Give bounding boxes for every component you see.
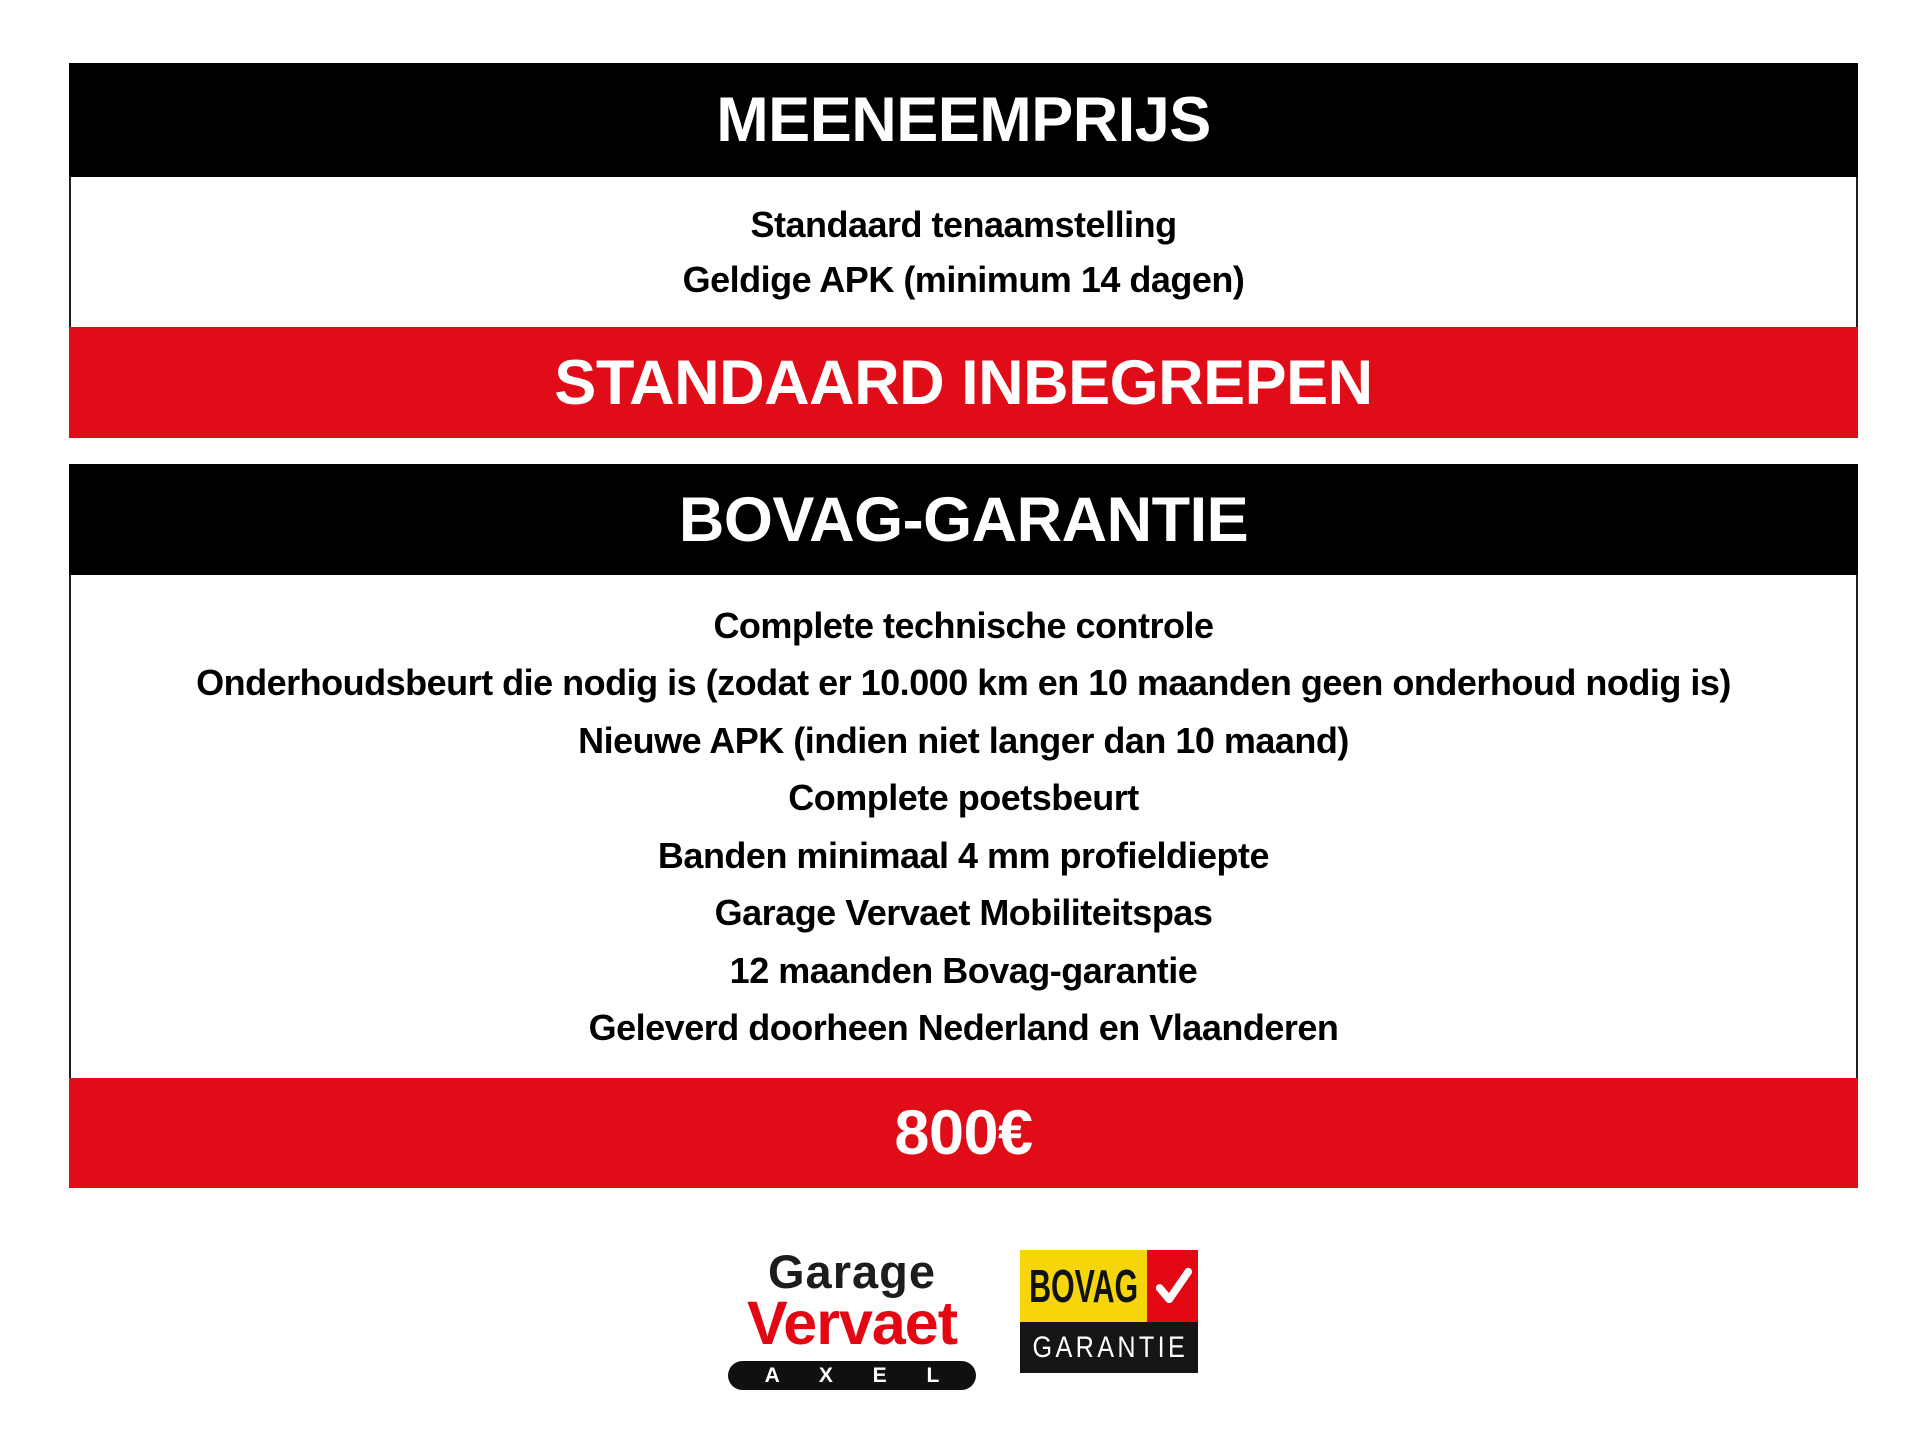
standaard-inbegrepen-bar: [69, 327, 1858, 438]
garage-wordmark: Garage: [768, 1245, 936, 1298]
body-line: 12 maanden Bovag-garantie: [729, 949, 1198, 991]
bovag-caption-block: [1020, 1322, 1198, 1373]
footer-logos: [0, 1245, 1920, 1390]
bovag-wordmark: BOVAG: [1028, 1260, 1139, 1312]
body-line: Complete technische controle: [713, 604, 1214, 646]
body-line: Complete poetsbeurt: [788, 777, 1139, 818]
body-line: Geldige APK (minimum 14 dagen): [682, 259, 1245, 300]
bovag-check-block: [1147, 1250, 1198, 1322]
standaard-inbegrepen-label: STANDAARD INBEGREPEN: [554, 347, 1373, 418]
bovag-garantie-title: BOVAG-GARANTIE: [678, 484, 1249, 555]
bovag-caption: GARANTIE: [1032, 1330, 1189, 1364]
body-line: Banden minimaal 4 mm profieldiepte: [657, 834, 1270, 876]
bovag-wordmark-block: [1020, 1250, 1147, 1322]
garage-vervaet-logo: [722, 1245, 982, 1390]
price-bar: [69, 1078, 1858, 1188]
meeneemprijs-header-bar: [69, 63, 1858, 177]
meeneemprijs-title: MEENEEMPRIJS: [716, 85, 1211, 155]
body-line: Onderhoudsbeurt die nodig is (zodat er 10.000 km en 10 maanden geen onderhoud nodig is): [196, 662, 1731, 703]
bovag-garantie-card: [69, 464, 1858, 1188]
checkmark-icon: [1152, 1265, 1194, 1307]
meeneemprijs-card: [69, 63, 1858, 438]
body-line: Standaard tenaamstelling: [750, 204, 1177, 245]
axel-badge: [728, 1361, 976, 1390]
bovag-garantie-header-bar: [69, 464, 1858, 575]
vervaet-wordmark: Vervaet: [746, 1289, 958, 1357]
body-line: Nieuwe APK (indien niet langer dan 10 maand): [578, 719, 1349, 761]
body-line: Geleverd doorheen Nederland en Vlaanderen: [588, 1007, 1339, 1048]
bovag-garantie-body: [69, 575, 1858, 1078]
bovag-garantie-logo: [1020, 1250, 1198, 1373]
price-label: 800€: [894, 1098, 1033, 1168]
bovag-logo-top: [1020, 1250, 1198, 1322]
meeneemprijs-body: [69, 177, 1858, 327]
body-line: Garage Vervaet Mobiliteitspas: [714, 892, 1213, 933]
axel-badge-label: A X E L: [764, 1364, 957, 1387]
